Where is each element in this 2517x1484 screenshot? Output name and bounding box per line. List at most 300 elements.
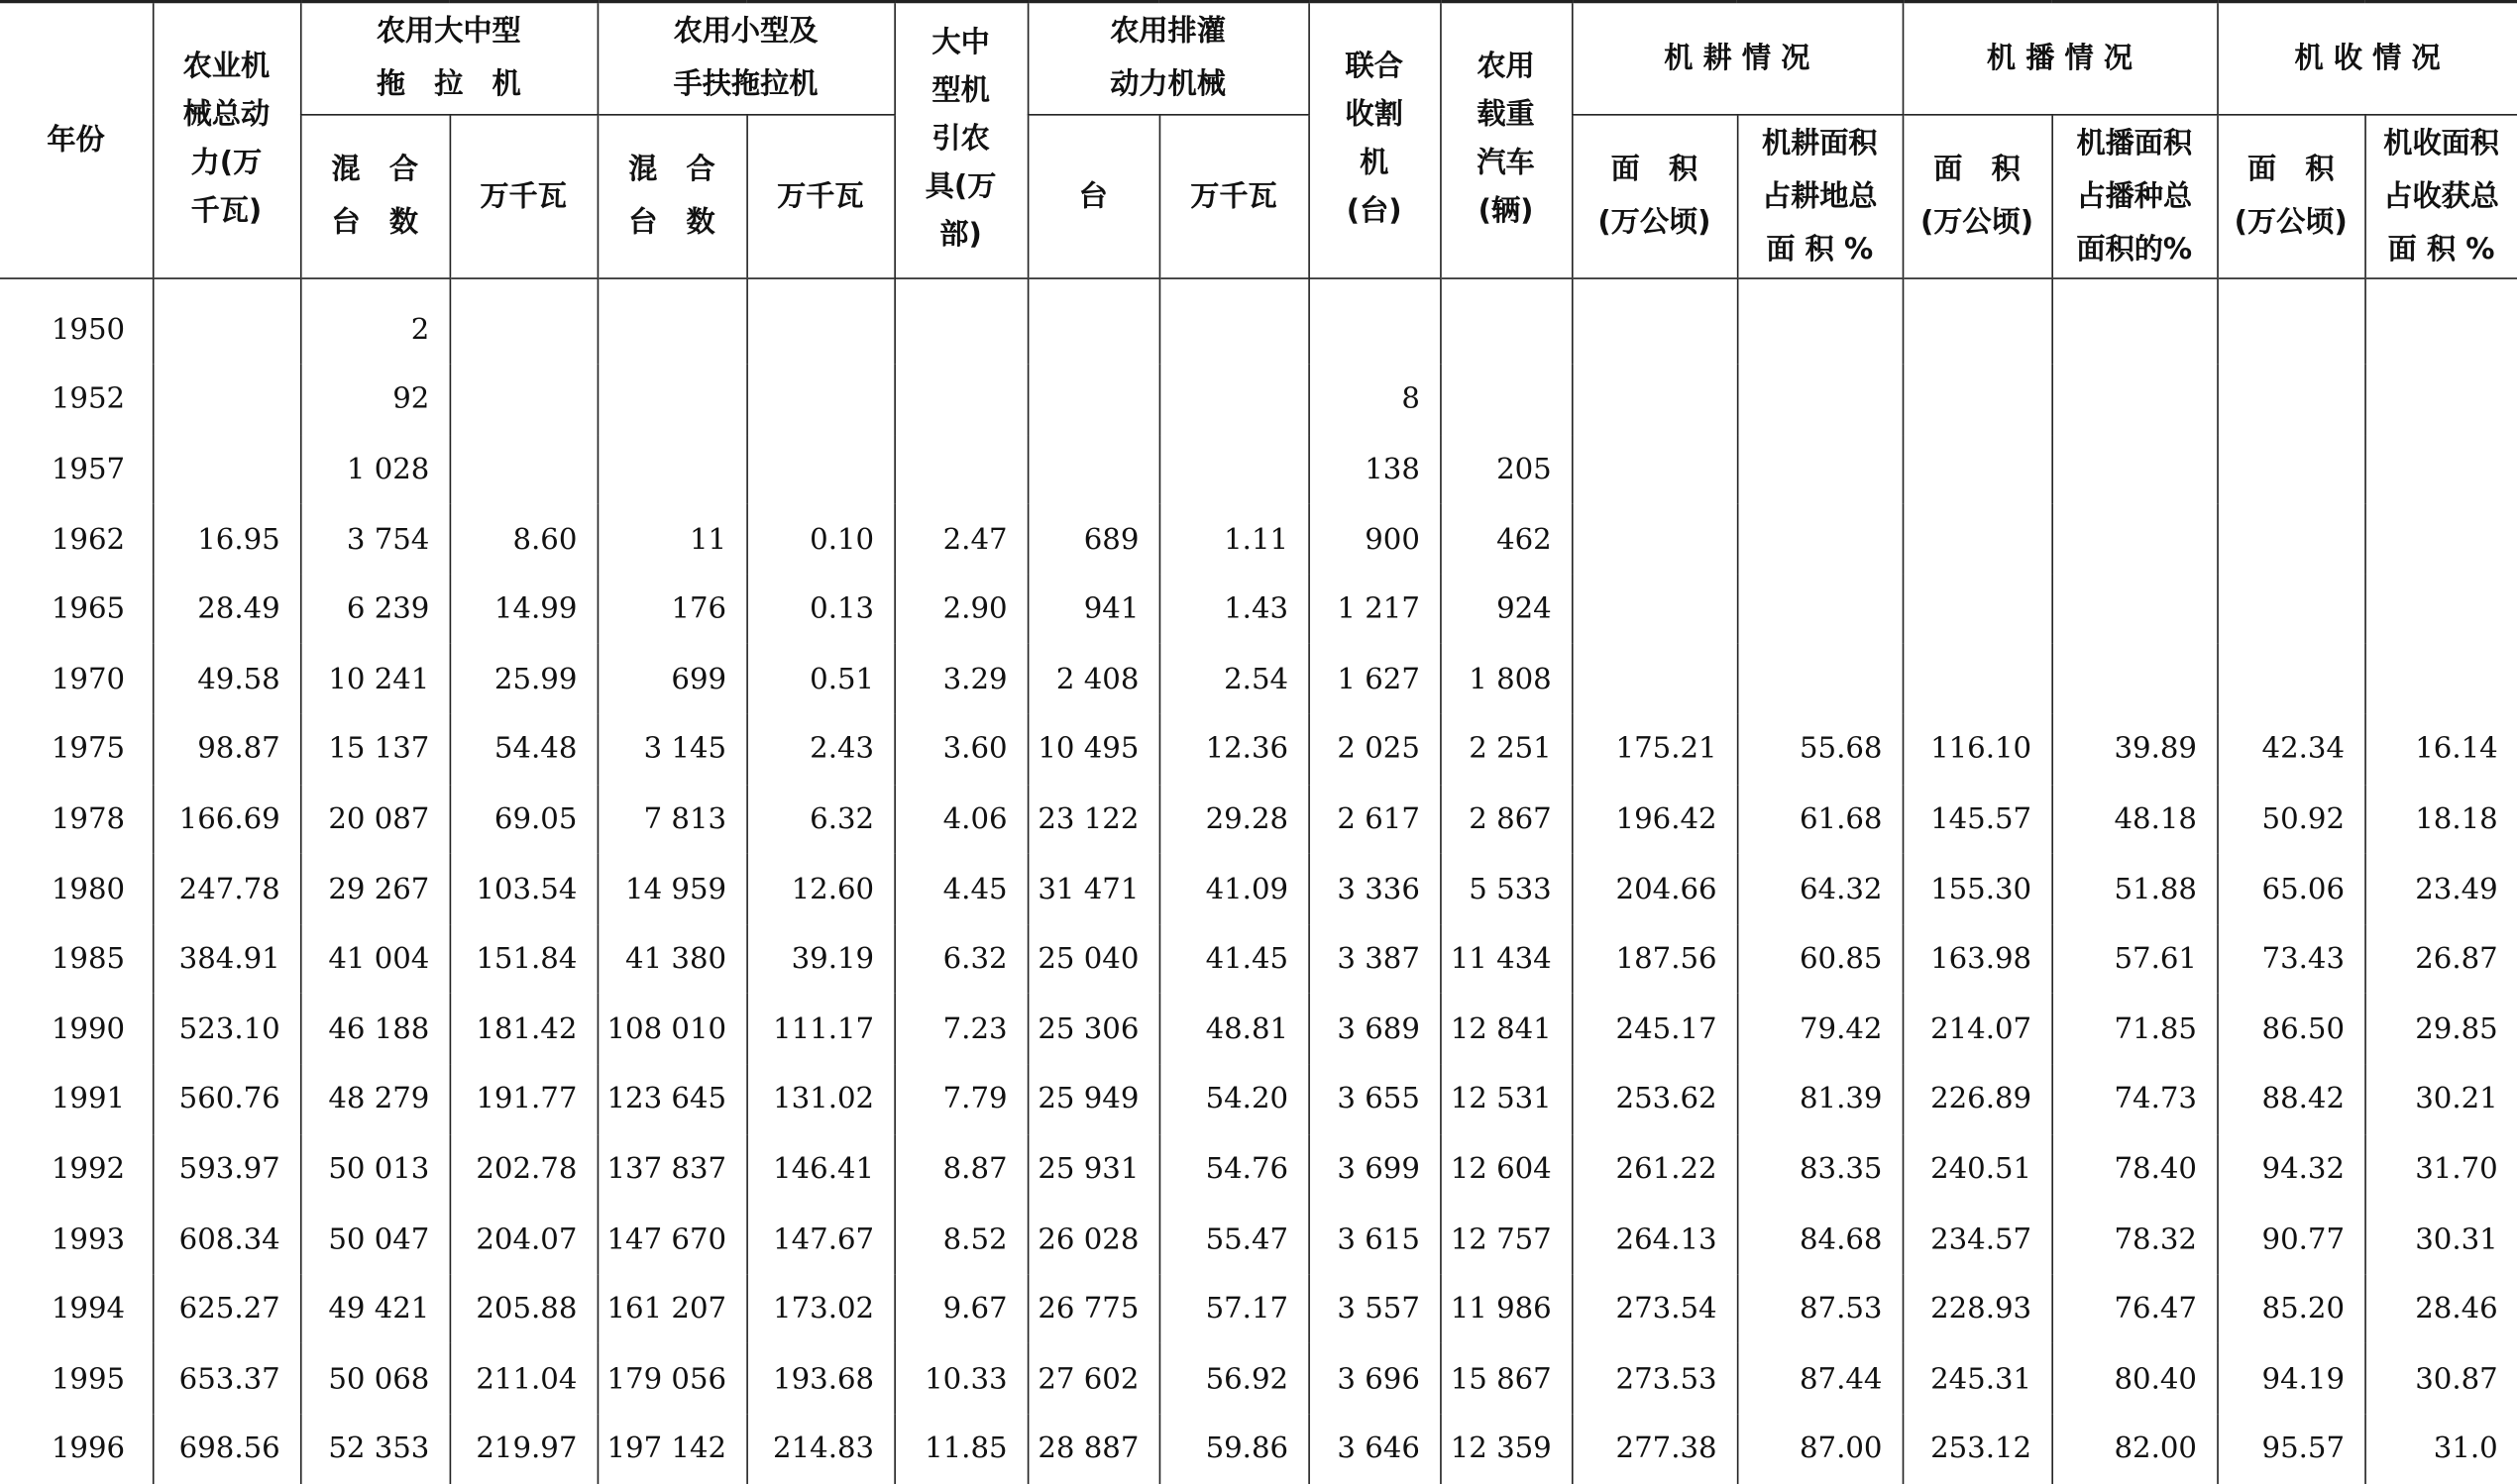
value-cell (746, 277, 894, 365)
value-cell: 2.90 (894, 575, 1027, 645)
value-cell (450, 435, 598, 505)
value-cell (2217, 644, 2364, 714)
value-cell: 193.68 (746, 1344, 894, 1415)
value-cell: 41.45 (1159, 924, 1309, 995)
value-cell: 6.32 (746, 785, 894, 855)
value-cell: 94.19 (2217, 1344, 2364, 1415)
value-cell: 273.54 (1572, 1274, 1737, 1344)
header-year: 年份 (0, 2, 153, 278)
value-cell: 92 (300, 365, 450, 435)
table-row (0, 504, 2517, 575)
value-cell: 3 615 (1308, 1204, 1440, 1274)
value-cell: 15 137 (300, 714, 450, 785)
value-cell: 214.83 (746, 1414, 894, 1484)
table-row (0, 854, 2517, 924)
value-cell: 179 056 (598, 1344, 747, 1415)
year-cell: 1996 (51, 1431, 126, 1466)
value-cell: 12 757 (1440, 1204, 1572, 1274)
value-cell (153, 365, 300, 435)
value-cell: 50 068 (300, 1344, 450, 1415)
value-cell: 240.51 (1903, 1134, 2052, 1205)
table-row (0, 644, 2517, 714)
value-cell (1572, 277, 1737, 365)
value-cell: 48.18 (2051, 785, 2217, 855)
value-cell: 25.99 (450, 644, 598, 714)
value-cell: 50 013 (300, 1134, 450, 1205)
value-cell (153, 277, 300, 365)
value-cell: 219.97 (450, 1414, 598, 1484)
value-cell: 18.18 (2364, 785, 2517, 855)
header-mixed-units-1: 混 合 台 数 (300, 114, 450, 277)
value-cell: 84.68 (1737, 1204, 1903, 1274)
value-cell: 71.85 (2051, 994, 2217, 1064)
value-cell: 0.10 (746, 504, 894, 575)
value-cell: 80.40 (2051, 1344, 2217, 1415)
value-cell (598, 277, 747, 365)
value-cell: 146.41 (746, 1134, 894, 1205)
value-cell: 103.54 (450, 854, 598, 924)
value-cell: 0.13 (746, 575, 894, 645)
value-cell: 3 557 (1308, 1274, 1440, 1344)
year-cell: 1993 (51, 1221, 126, 1256)
value-cell: 924 (1440, 575, 1572, 645)
value-cell: 29.28 (1159, 785, 1309, 855)
value-cell (2364, 435, 2517, 505)
value-cell: 197 142 (598, 1414, 747, 1484)
value-cell: 41 004 (300, 924, 450, 995)
value-cell: 48 279 (300, 1064, 450, 1134)
value-cell: 15 867 (1440, 1344, 1572, 1415)
value-cell: 12 359 (1440, 1414, 1572, 1484)
value-cell (1028, 365, 1159, 435)
value-cell: 941 (1028, 575, 1159, 645)
value-cell: 3 699 (1308, 1134, 1440, 1205)
header-total-power: 农业机 械总动 力(万 千瓦) (153, 2, 300, 278)
value-cell (746, 435, 894, 505)
value-cell: 50 047 (300, 1204, 450, 1274)
value-cell (1159, 277, 1309, 365)
value-cell: 2 251 (1440, 714, 1572, 785)
value-cell: 3 655 (1308, 1064, 1440, 1134)
value-cell: 3 145 (598, 714, 747, 785)
value-cell (1572, 644, 1737, 714)
header-area-3: 面 积 (万公顷) (2217, 114, 2364, 277)
value-cell: 1 028 (300, 435, 450, 505)
value-cell: 0.51 (746, 644, 894, 714)
value-cell (2051, 575, 2217, 645)
value-cell (894, 365, 1027, 435)
year-cell: 1980 (51, 872, 126, 906)
value-cell: 108 010 (598, 994, 747, 1064)
value-cell (894, 277, 1027, 365)
value-cell: 23 122 (1028, 785, 1159, 855)
value-cell (2217, 504, 2364, 575)
value-cell: 625.27 (153, 1274, 300, 1344)
value-cell (2364, 504, 2517, 575)
value-cell: 204.07 (450, 1204, 598, 1274)
value-cell (1440, 277, 1572, 365)
value-cell: 560.76 (153, 1064, 300, 1134)
value-cell: 55.68 (1737, 714, 1903, 785)
value-cell: 205 (1440, 435, 1572, 505)
value-cell (2051, 435, 2217, 505)
table-row (0, 435, 2517, 505)
value-cell: 49.58 (153, 644, 300, 714)
header-large-implements: 大中 型机 引农 具(万 部) (894, 2, 1027, 278)
value-cell (2364, 277, 2517, 365)
value-cell: 523.10 (153, 994, 300, 1064)
value-cell: 31.70 (2364, 1134, 2517, 1205)
year-cell: 1985 (51, 942, 126, 977)
value-cell: 161 207 (598, 1274, 747, 1344)
value-cell: 384.91 (153, 924, 300, 995)
value-cell: 155.30 (1903, 854, 2052, 924)
value-cell: 78.40 (2051, 1134, 2217, 1205)
value-cell: 12.36 (1159, 714, 1309, 785)
value-cell (1737, 575, 1903, 645)
table-row (0, 1064, 2517, 1134)
value-cell: 900 (1308, 504, 1440, 575)
value-cell (598, 435, 747, 505)
value-cell: 1 217 (1308, 575, 1440, 645)
value-cell: 27 602 (1028, 1344, 1159, 1415)
value-cell: 228.93 (1903, 1274, 2052, 1344)
year-cell: 1952 (51, 382, 126, 417)
value-cell: 226.89 (1903, 1064, 2052, 1134)
value-cell: 25 949 (1028, 1064, 1159, 1134)
value-cell: 82.00 (2051, 1414, 2217, 1484)
table-row (0, 714, 2517, 785)
year-cell: 1990 (51, 1011, 126, 1046)
header-irr-units: 台 (1028, 114, 1159, 277)
value-cell (746, 365, 894, 435)
value-cell (450, 365, 598, 435)
value-cell: 247.78 (153, 854, 300, 924)
value-cell: 163.98 (1903, 924, 2052, 995)
value-cell: 3 689 (1308, 994, 1440, 1064)
year-cell: 1965 (51, 592, 126, 627)
value-cell (1737, 277, 1903, 365)
value-cell: 2 025 (1308, 714, 1440, 785)
value-cell (153, 435, 300, 505)
value-cell: 1.43 (1159, 575, 1309, 645)
value-cell: 196.42 (1572, 785, 1737, 855)
value-cell: 234.57 (1903, 1204, 2052, 1274)
value-cell: 8.60 (450, 504, 598, 575)
value-cell: 261.22 (1572, 1134, 1737, 1205)
value-cell: 10 495 (1028, 714, 1159, 785)
year-cell: 1950 (51, 312, 126, 347)
value-cell: 5 533 (1440, 854, 1572, 924)
year-cell: 1994 (51, 1292, 126, 1326)
value-cell: 8.52 (894, 1204, 1027, 1274)
value-cell (450, 277, 598, 365)
value-cell: 191.77 (450, 1064, 598, 1134)
value-cell: 3 387 (1308, 924, 1440, 995)
value-cell: 69.05 (450, 785, 598, 855)
value-cell: 39.89 (2051, 714, 2217, 785)
value-cell (2217, 277, 2364, 365)
value-cell: 94.32 (2217, 1134, 2364, 1205)
value-cell: 147.67 (746, 1204, 894, 1274)
value-cell: 73.43 (2217, 924, 2364, 995)
value-cell: 131.02 (746, 1064, 894, 1134)
value-cell: 181.42 (450, 994, 598, 1064)
value-cell: 12 531 (1440, 1064, 1572, 1134)
value-cell (1028, 277, 1159, 365)
header-plowing: 机 耕 情 况 (1572, 2, 1903, 114)
value-cell: 20 087 (300, 785, 450, 855)
table-row (0, 994, 2517, 1064)
header-sowing: 机 播 情 况 (1903, 2, 2218, 114)
value-cell: 64.32 (1737, 854, 1903, 924)
table-row (0, 1344, 2517, 1415)
value-cell: 6.32 (894, 924, 1027, 995)
value-cell: 87.44 (1737, 1344, 1903, 1415)
value-cell: 137 837 (598, 1134, 747, 1205)
header-harvest-pct: 机收面积 占收获总 面 积 % (2364, 114, 2517, 277)
value-cell (2217, 435, 2364, 505)
table-body (0, 277, 2517, 1484)
value-cell: 56.92 (1159, 1344, 1309, 1415)
value-cell: 78.32 (2051, 1204, 2217, 1274)
value-cell: 175.21 (1572, 714, 1737, 785)
value-cell: 50.92 (2217, 785, 2364, 855)
value-cell (1903, 644, 2052, 714)
value-cell (1572, 575, 1737, 645)
table-row (0, 1134, 2517, 1205)
value-cell: 1 808 (1440, 644, 1572, 714)
value-cell: 9.67 (894, 1274, 1027, 1344)
value-cell: 6 239 (300, 575, 450, 645)
value-cell: 12 841 (1440, 994, 1572, 1064)
value-cell: 145.57 (1903, 785, 2052, 855)
value-cell (2217, 575, 2364, 645)
year-cell: 1978 (51, 801, 126, 836)
value-cell: 10.33 (894, 1344, 1027, 1415)
value-cell: 264.13 (1572, 1204, 1737, 1274)
value-cell (1572, 365, 1737, 435)
header-area-2: 面 积 (万公顷) (1903, 114, 2052, 277)
value-cell (1159, 365, 1309, 435)
value-cell: 2 408 (1028, 644, 1159, 714)
value-cell: 90.77 (2217, 1204, 2364, 1274)
value-cell: 28.49 (153, 575, 300, 645)
value-cell: 55.47 (1159, 1204, 1309, 1274)
value-cell (1903, 575, 2052, 645)
value-cell: 2.54 (1159, 644, 1309, 714)
table-row (0, 365, 2517, 435)
header-small-tractor: 农用小型及 手扶拖拉机 (598, 2, 895, 114)
value-cell (1028, 435, 1159, 505)
value-cell: 3 646 (1308, 1414, 1440, 1484)
value-cell: 30.21 (2364, 1064, 2517, 1134)
value-cell (1440, 365, 1572, 435)
year-cell: 1957 (51, 452, 126, 486)
value-cell: 11.85 (894, 1414, 1027, 1484)
value-cell: 29 267 (300, 854, 450, 924)
value-cell: 49 421 (300, 1274, 450, 1344)
value-cell: 46 188 (300, 994, 450, 1064)
value-cell: 76.47 (2051, 1274, 2217, 1344)
value-cell: 4.45 (894, 854, 1027, 924)
value-cell: 2 (300, 277, 450, 365)
table-row (0, 277, 2517, 365)
value-cell: 30.87 (2364, 1344, 2517, 1415)
header-sow-pct: 机播面积 占播种总 面积的% (2051, 114, 2217, 277)
value-cell: 2.47 (894, 504, 1027, 575)
value-cell: 95.57 (2217, 1414, 2364, 1484)
value-cell: 3 754 (300, 504, 450, 575)
value-cell: 7.79 (894, 1064, 1027, 1134)
value-cell (1903, 277, 2052, 365)
value-cell: 83.35 (1737, 1134, 1903, 1205)
value-cell: 1 627 (1308, 644, 1440, 714)
table-header (0, 2, 2517, 278)
value-cell: 98.87 (153, 714, 300, 785)
value-cell: 689 (1028, 504, 1159, 575)
header-kw-1: 万千瓦 (450, 114, 598, 277)
value-cell: 166.69 (153, 785, 300, 855)
value-cell: 8 (1308, 365, 1440, 435)
value-cell: 173.02 (746, 1274, 894, 1344)
value-cell: 138 (1308, 435, 1440, 505)
value-cell: 205.88 (450, 1274, 598, 1344)
value-cell (1159, 435, 1309, 505)
value-cell: 2 617 (1308, 785, 1440, 855)
value-cell: 14.99 (450, 575, 598, 645)
year-cell: 1962 (51, 522, 126, 557)
value-cell (2364, 365, 2517, 435)
value-cell (1737, 435, 1903, 505)
header-harvest: 机 收 情 况 (2217, 2, 2517, 114)
value-cell (1737, 504, 1903, 575)
year-cell: 1970 (51, 662, 126, 696)
value-cell: 16.14 (2364, 714, 2517, 785)
value-cell: 60.85 (1737, 924, 1903, 995)
value-cell: 25 040 (1028, 924, 1159, 995)
value-cell (2051, 365, 2217, 435)
table-row (0, 785, 2517, 855)
value-cell: 28.46 (2364, 1274, 2517, 1344)
value-cell: 116.10 (1903, 714, 2052, 785)
value-cell: 11 986 (1440, 1274, 1572, 1344)
value-cell: 11 434 (1440, 924, 1572, 995)
value-cell (2217, 365, 2364, 435)
value-cell: 211.04 (450, 1344, 598, 1415)
value-cell (2364, 644, 2517, 714)
value-cell: 123 645 (598, 1064, 747, 1134)
value-cell (1903, 435, 2052, 505)
value-cell: 41.09 (1159, 854, 1309, 924)
value-cell: 12 604 (1440, 1134, 1572, 1205)
header-kw-3: 万千瓦 (1159, 114, 1309, 277)
value-cell: 11 (598, 504, 747, 575)
value-cell: 54.20 (1159, 1064, 1309, 1134)
value-cell: 245.31 (1903, 1344, 2052, 1415)
value-cell: 30.31 (2364, 1204, 2517, 1274)
value-cell: 57.17 (1159, 1274, 1309, 1344)
year-cell: 1992 (51, 1152, 126, 1187)
value-cell: 3 336 (1308, 854, 1440, 924)
value-cell: 653.37 (153, 1344, 300, 1415)
value-cell: 462 (1440, 504, 1572, 575)
value-cell (1308, 277, 1440, 365)
header-combine: 联合 收割 机 (台) (1308, 2, 1440, 278)
value-cell: 12.60 (746, 854, 894, 924)
value-cell: 39.19 (746, 924, 894, 995)
header-irrigation: 农用排灌 动力机械 (1028, 2, 1309, 114)
value-cell: 8.87 (894, 1134, 1027, 1205)
table-row (0, 924, 2517, 995)
value-cell: 7 813 (598, 785, 747, 855)
value-cell: 2 867 (1440, 785, 1572, 855)
value-cell: 147 670 (598, 1204, 747, 1274)
value-cell: 14 959 (598, 854, 747, 924)
value-cell: 187.56 (1572, 924, 1737, 995)
value-cell (1903, 365, 2052, 435)
value-cell: 1.11 (1159, 504, 1309, 575)
value-cell (1903, 504, 2052, 575)
value-cell: 253.12 (1903, 1414, 2052, 1484)
value-cell: 253.62 (1572, 1064, 1737, 1134)
value-cell: 151.84 (450, 924, 598, 995)
year-cell: 1991 (51, 1082, 126, 1116)
value-cell (598, 365, 747, 435)
value-cell: 88.42 (2217, 1064, 2364, 1134)
value-cell (2051, 644, 2217, 714)
value-cell: 7.23 (894, 994, 1027, 1064)
value-cell: 273.53 (1572, 1344, 1737, 1415)
value-cell: 29.85 (2364, 994, 2517, 1064)
value-cell: 3 696 (1308, 1344, 1440, 1415)
value-cell (1737, 365, 1903, 435)
value-cell: 86.50 (2217, 994, 2364, 1064)
value-cell: 3.60 (894, 714, 1027, 785)
value-cell: 28 887 (1028, 1414, 1159, 1484)
value-cell: 16.95 (153, 504, 300, 575)
value-cell: 25 931 (1028, 1134, 1159, 1205)
value-cell: 277.38 (1572, 1414, 1737, 1484)
value-cell: 51.88 (2051, 854, 2217, 924)
value-cell: 26.87 (2364, 924, 2517, 995)
value-cell (1572, 504, 1737, 575)
value-cell (2364, 575, 2517, 645)
header-mixed-units-2: 混 合 台 数 (598, 114, 747, 277)
header-area-1: 面 积 (万公顷) (1572, 114, 1737, 277)
value-cell: 79.42 (1737, 994, 1903, 1064)
value-cell: 59.86 (1159, 1414, 1309, 1484)
value-cell: 593.97 (153, 1134, 300, 1205)
value-cell: 204.66 (1572, 854, 1737, 924)
value-cell: 2.43 (746, 714, 894, 785)
value-cell: 3.29 (894, 644, 1027, 714)
value-cell: 65.06 (2217, 854, 2364, 924)
value-cell: 54.76 (1159, 1134, 1309, 1205)
header-kw-2: 万千瓦 (746, 114, 894, 277)
table-row (0, 1414, 2517, 1484)
value-cell: 41 380 (598, 924, 747, 995)
header-large-tractor: 农用大中型 拖 拉 机 (300, 2, 598, 114)
value-cell: 54.48 (450, 714, 598, 785)
header-plow-pct: 机耕面积 占耕地总 面 积 % (1737, 114, 1903, 277)
value-cell (2051, 277, 2217, 365)
value-cell (2051, 504, 2217, 575)
table-row (0, 1274, 2517, 1344)
value-cell: 608.34 (153, 1204, 300, 1274)
value-cell: 25 306 (1028, 994, 1159, 1064)
value-cell: 85.20 (2217, 1274, 2364, 1344)
